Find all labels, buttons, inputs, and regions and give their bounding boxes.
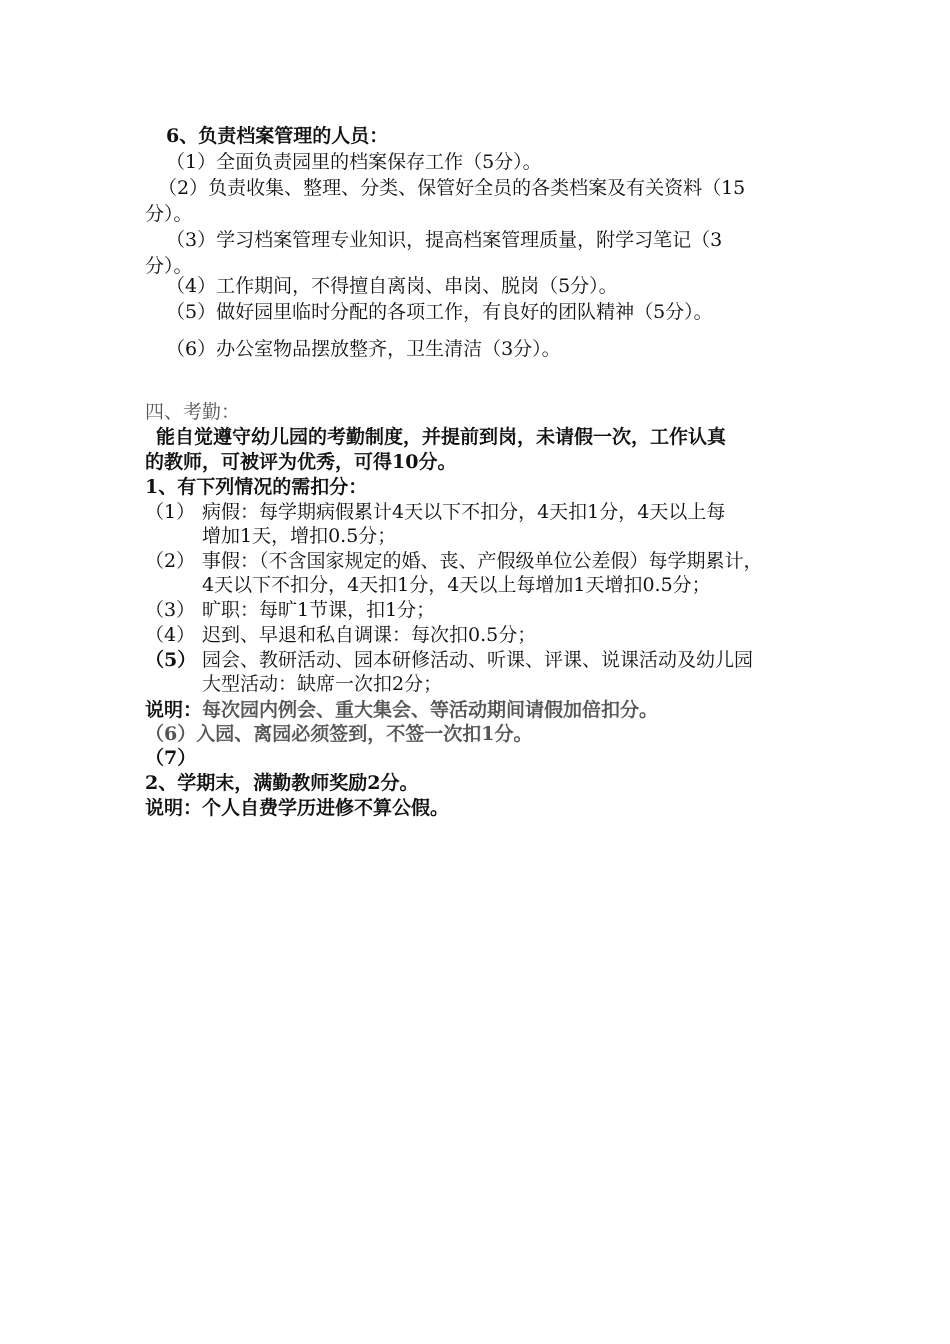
section6-item-2-line1: （2）负责收集、整理、分类、保管好全员的各类档案及有关资料（15 — [158, 177, 746, 199]
deduction-1-line2: 增加1天，增扣0.5分； — [202, 525, 397, 547]
deduction-1-number: （1） — [145, 501, 196, 523]
deduction-3-number: （3） — [145, 599, 196, 621]
section6-item-1: （1）全面负责园里的档案保存工作（5分）。 — [166, 151, 542, 173]
section6-item-5: （5）做好园里临时分配的各项工作，有良好的团队精神（5分）。 — [166, 301, 713, 323]
deduction-3: 旷职：每旷1节课，扣1分； — [202, 599, 436, 621]
deduction-4-number: （4） — [145, 624, 196, 646]
deduction-5-line2: 大型活动：缺席一次扣2分； — [202, 673, 443, 695]
deduction-heading: 1、有下列情况的需扣分： — [145, 476, 368, 498]
note-2: 说明：个人自费学历进修不算公假。 — [145, 797, 450, 819]
section6-item-6: （6）办公室物品摆放整齐，卫生清洁（3分）。 — [166, 338, 561, 360]
deduction-2-number: （2） — [145, 550, 196, 572]
section6-item-4: （4）工作期间，不得擅自离岗、串岗、脱岗（5分）。 — [166, 275, 618, 297]
deduction-7: （7） — [145, 747, 197, 769]
deduction-5-number: （5） — [145, 649, 197, 671]
note-1 — [145, 698, 658, 722]
note-1-text: 每次园内例会、重大集会、等活动期间请假加倍扣分。 — [202, 699, 659, 721]
deduction-4: 迟到、早退和私自调课：每次扣0.5分； — [202, 624, 537, 646]
section6-item-3-line1: （3）学习档案管理专业知识，提高档案管理质量，附学习笔记（3 — [166, 229, 723, 251]
deduction-6: （6）入园、离园必须签到，不签一次扣1分。 — [145, 723, 533, 745]
attendance-intro-line1: 能自觉遵守幼儿园的考勤制度，并提前到岗，未请假一次，工作认真 — [156, 426, 727, 448]
attendance-heading: 四、考勤： — [145, 401, 241, 423]
deduction-5-line1: 园会、教研活动、园本研修活动、听课、评课、说课活动及幼儿园 — [202, 649, 754, 671]
section6-heading: 6、负责档案管理的人员： — [166, 125, 389, 147]
note-1-label: 说明： — [145, 699, 203, 721]
deduction-2-line2: 4天以下不扣分，4天扣1分，4天以上每增加1天增扣0.5分； — [202, 574, 711, 596]
deduction-2-line1: 事假：（不含国家规定的婚、丧、产假级单位公差假）每学期累计， — [202, 550, 763, 572]
section6-item-3-line2: 分）。 — [145, 255, 193, 277]
deduction-1-line1: 病假：每学期病假累计4天以下不扣分，4天扣1分，4天以上每 — [202, 501, 726, 523]
section6-item-2-line2: 分）。 — [145, 203, 193, 225]
reward-rule: 2、学期末，满勤教师奖励2分。 — [145, 772, 419, 794]
attendance-intro-line2: 的教师，可被评为优秀，可得10分。 — [145, 451, 457, 473]
